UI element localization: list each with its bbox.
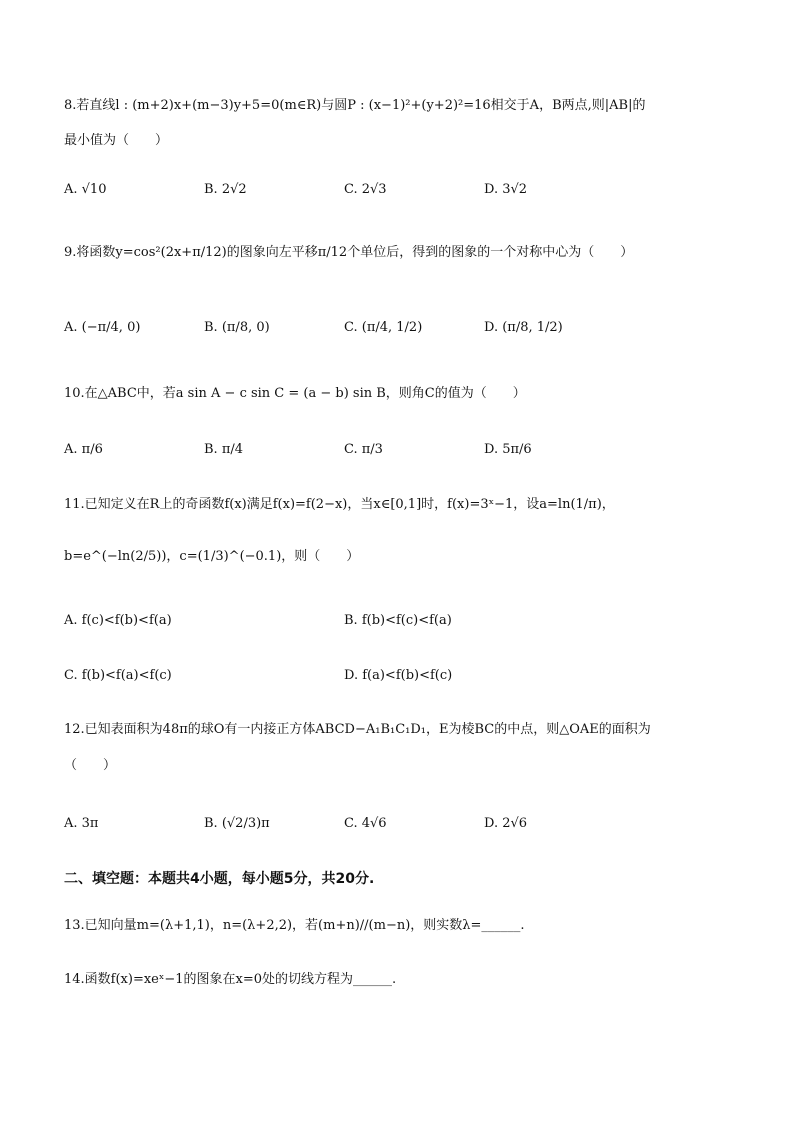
q11-option-d: D. f(a)<f(b)<f(c) xyxy=(344,668,453,683)
q11-option-c: C. f(b)<f(a)<f(c) xyxy=(64,668,172,683)
q11-stem-line2: b=e^(−ln(2/5))，c=(1/3)^(−0.1)，则（ ） xyxy=(64,549,360,564)
q12-option-c: C. 4√6 xyxy=(344,816,387,831)
q8-option-a: A. √10 xyxy=(64,182,107,197)
q10-option-b: B. π/4 xyxy=(204,442,244,457)
q8-stem-line2: 最小值为（ ） xyxy=(64,133,169,148)
q10-stem-line1: 10.在△ABC中，若a sin A − c sin C = (a − b) sin B，则角C的值为（ ） xyxy=(64,386,526,401)
q12-option-a: A. 3π xyxy=(64,816,99,831)
q8-option-c: C. 2√3 xyxy=(344,182,387,197)
q9-option-d: D. (π/8, 1/2) xyxy=(484,320,563,335)
q9-option-a: A. (−π/4, 0) xyxy=(64,320,141,335)
q10-option-d: D. 5π/6 xyxy=(484,442,532,457)
q10-option-a: A. π/6 xyxy=(64,442,103,457)
q12-stem-line2: （ ） xyxy=(64,758,117,773)
q8-stem-line1: 8.若直线l : (m+2)x+(m−3)y+5=0(m∈R)与圆P : (x−1)²+(y+2)²=16相交于A，B两点,则|AB|的 xyxy=(64,98,646,113)
q9-option-c: C. (π/4, 1/2) xyxy=(344,320,423,335)
q8-option-b: B. 2√2 xyxy=(204,182,247,197)
q11-option-b: B. f(b)<f(c)<f(a) xyxy=(344,613,452,628)
q10-option-c: C. π/3 xyxy=(344,442,383,457)
q14-stem: 14.函数f(x)=xeˣ−1的图象在x=0处的切线方程为______. xyxy=(64,972,397,987)
q12-option-d: D. 2√6 xyxy=(484,816,528,831)
q9-option-b: B. (π/8, 0) xyxy=(204,320,270,335)
q8-option-d: D. 3√2 xyxy=(484,182,528,197)
section-heading: 二、填空题：本题共4小题，每小题5分，共20分. xyxy=(64,871,375,887)
q13-stem: 13.已知向量m=(λ+1,1)，n=(λ+2,2)，若(m+n)//(m−n)，则实数λ=______. xyxy=(64,918,525,933)
q9-stem-line1: 9.将函数y=cos²(2x+π/12)的图象向左平移π/12个单位后，得到的图象的一个对称中心为（ ） xyxy=(64,245,634,260)
q11-option-a: A. f(c)<f(b)<f(a) xyxy=(64,613,172,628)
q12-stem-line1: 12.已知表面积为48π的球O有一内接正方体ABCD−A₁B₁C₁D₁，E为棱BC的中点，则△OAE的面积为 xyxy=(64,722,651,737)
q12-option-b: B. (√2/3)π xyxy=(204,816,270,831)
q11-stem-line1: 11.已知定义在R上的奇函数f(x)满足f(x)=f(2−x)，当x∈[0,1]时，f(x)=3ˣ−1，设a=ln(1/π)， xyxy=(64,497,615,512)
